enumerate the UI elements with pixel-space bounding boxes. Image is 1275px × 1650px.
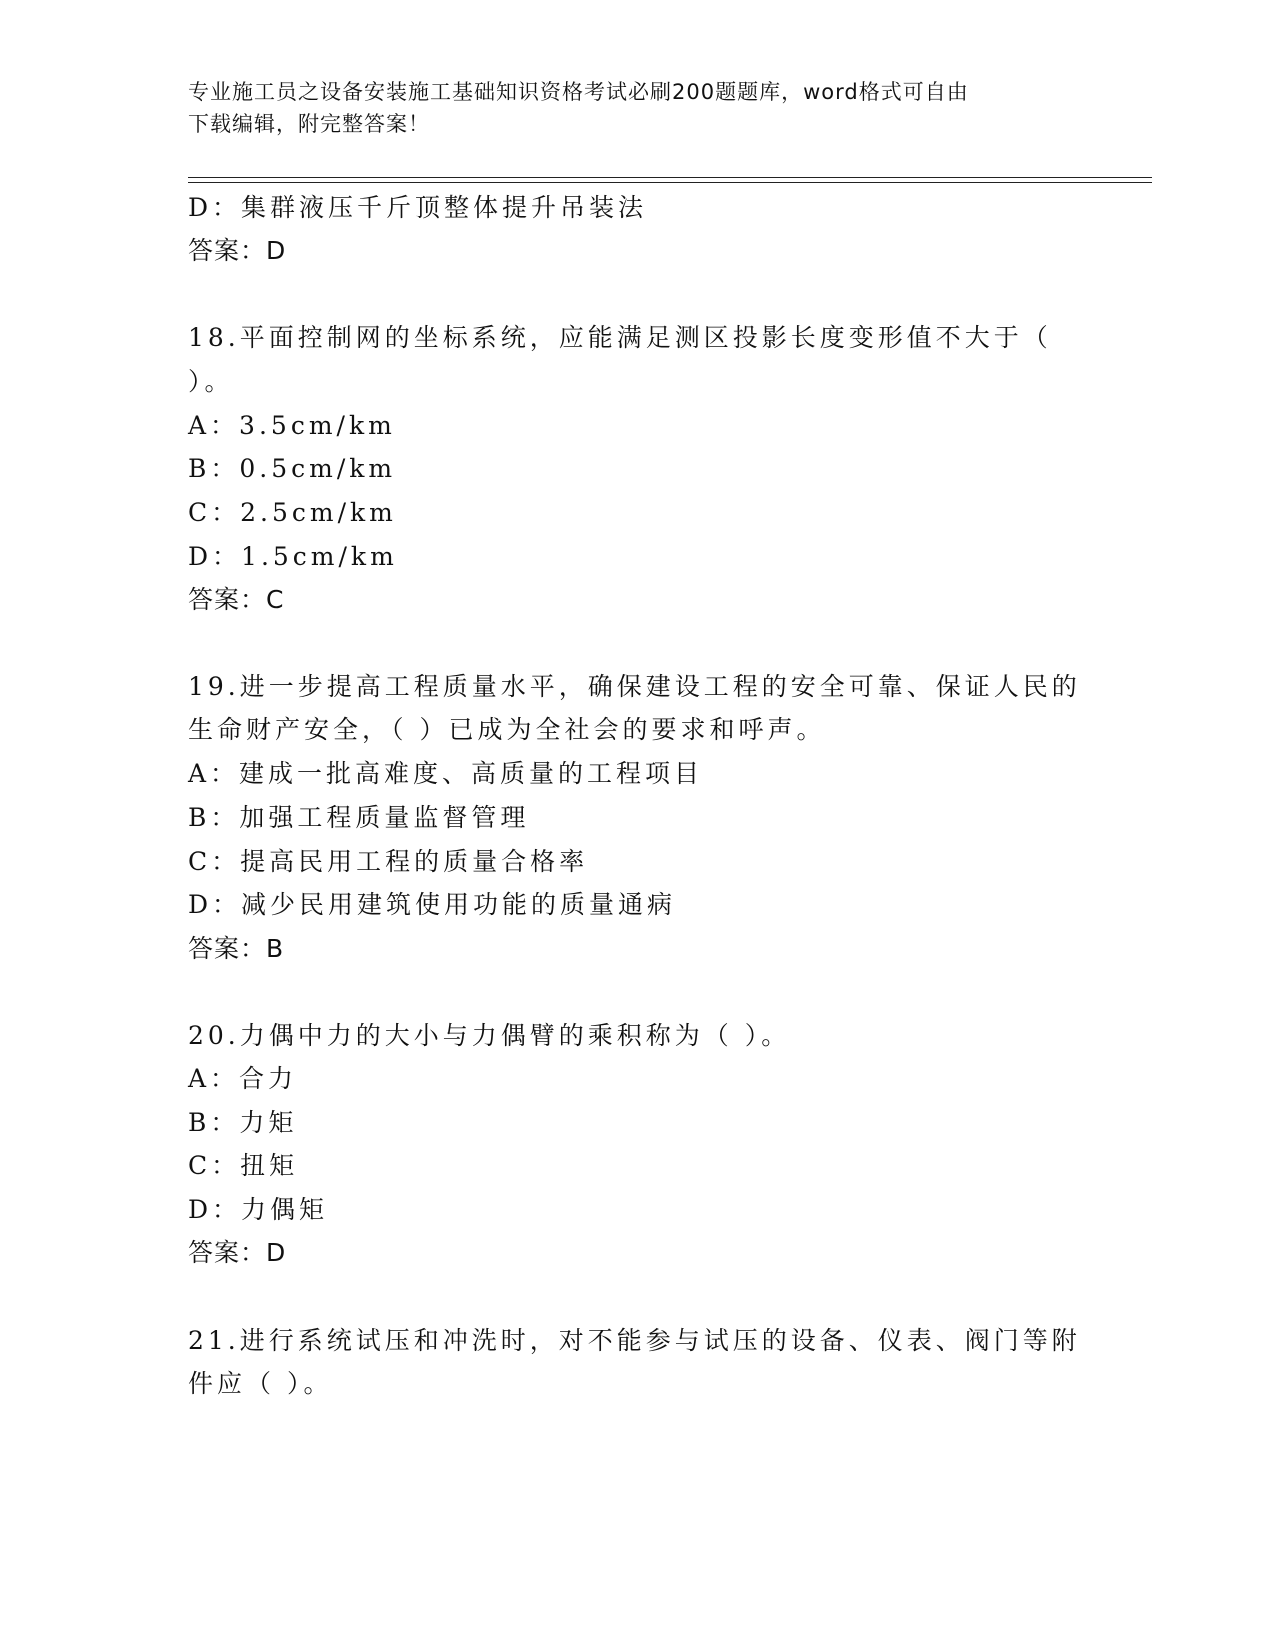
prev-question-answer: 答案：D <box>188 236 287 265</box>
header-line-1: 专业施工员之设备安装施工基础知识资格考试必刷200题题库，word格式可自由 <box>188 80 969 104</box>
q20-stem-line-1: 20.力偶中力的大小与力偶臂的乘积称为（ ）。 <box>188 1021 791 1050</box>
q19-option-d: D：减少民用建筑使用功能的质量通病 <box>188 890 677 919</box>
q20-option-b: B：力矩 <box>188 1108 298 1137</box>
q19-option-b: B：加强工程质量监督管理 <box>188 803 530 832</box>
q19-answer: 答案：B <box>188 934 285 963</box>
q18-option-c: C：2.5cm/km <box>188 498 397 527</box>
header-divider-top <box>188 177 1152 178</box>
q18-answer: 答案：C <box>188 585 285 614</box>
q19-option-c: C：提高民用工程的质量合格率 <box>188 847 589 876</box>
q20-option-c: C：扭矩 <box>188 1151 299 1180</box>
q21-stem-line-2: 件应（ ）。 <box>188 1369 333 1398</box>
q18-stem-line-1: 18.平面控制网的坐标系统，应能满足测区投影长度变形值不大于（ <box>188 323 1052 352</box>
header-line-2: 下载编辑，附完整答案！ <box>188 112 430 136</box>
q18-option-b: B：0.5cm/km <box>188 454 397 483</box>
q20-option-d: D：力偶矩 <box>188 1195 329 1224</box>
q21-stem-line-1: 21.进行系统试压和冲洗时，对不能参与试压的设备、仪表、阀门等附 <box>188 1326 1081 1355</box>
q20-answer: 答案：D <box>188 1238 287 1267</box>
q19-option-a: A：建成一批高难度、高质量的工程项目 <box>188 759 704 788</box>
q20-option-a: A：合力 <box>188 1064 298 1093</box>
prev-question-option-d: D：集群液压千斤顶整体提升吊装法 <box>188 193 648 222</box>
q19-stem-line-2: 生命财产安全，（ ）已成为全社会的要求和呼声。 <box>188 715 826 744</box>
q19-stem-line-1: 19.进一步提高工程质量水平，确保建设工程的安全可靠、保证人民的 <box>188 672 1081 701</box>
document-header <box>188 76 1088 140</box>
q18-option-a: A：3.5cm/km <box>188 411 396 440</box>
q18-option-d: D：1.5cm/km <box>188 542 398 571</box>
q18-stem-line-2: ）。 <box>188 367 234 396</box>
header-divider-bottom <box>188 182 1152 183</box>
